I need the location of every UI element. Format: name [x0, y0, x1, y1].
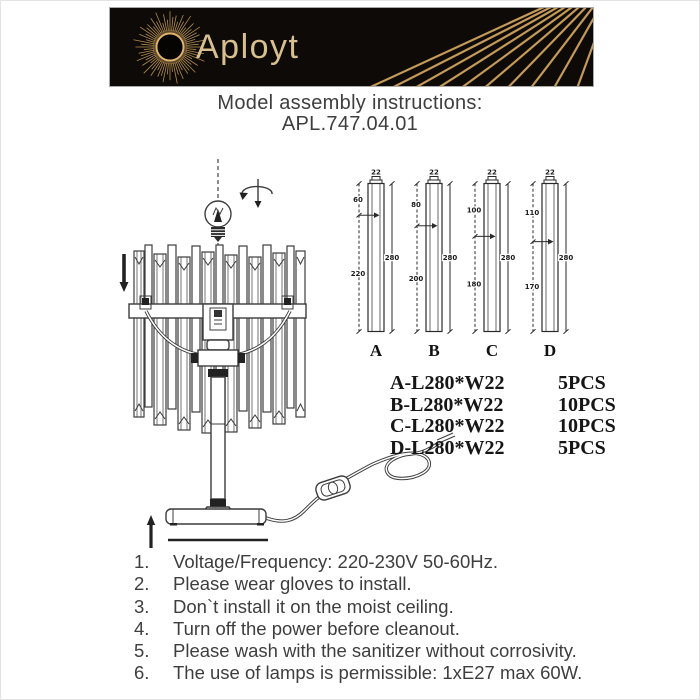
rod-width-label: 22	[487, 168, 497, 177]
part-letter-label: A	[369, 341, 383, 360]
model-number: APL.747.04.01	[281, 113, 419, 135]
instruction-number: 6.	[134, 662, 150, 684]
instruction-number: 1.	[134, 551, 150, 572]
rod-width-label: 22	[371, 168, 381, 177]
instruction-number: 3.	[134, 595, 150, 617]
down-arrow-icon	[120, 254, 129, 292]
lower-dimension-label: 170	[524, 283, 540, 292]
part-code: D-L280*W22	[390, 436, 505, 459]
instruction-item	[134, 640, 582, 662]
page-title: Model assembly instructions:	[217, 92, 483, 114]
rod-width-label: 22	[545, 168, 555, 177]
instruction-text: Turn off the power before cleanout.	[173, 617, 460, 639]
parts-list-row	[390, 438, 616, 460]
crystal-rod	[239, 246, 247, 411]
instruction-item	[134, 618, 582, 640]
part-diagram-A	[347, 167, 405, 367]
upper-dimension-label: 110	[524, 209, 540, 218]
crystal-rod	[192, 246, 200, 412]
instruction-number: 5.	[134, 640, 150, 662]
crystal-rod	[178, 257, 190, 430]
part-diagram-D	[521, 167, 579, 367]
title-block	[1, 93, 699, 135]
part-qty: 5PCS	[558, 372, 606, 394]
crystal-rod	[249, 257, 261, 428]
lower-dimension-label: 180	[466, 280, 482, 289]
upper-dimension-label: 80	[411, 201, 421, 210]
upper-dimension-label: 60	[353, 195, 363, 204]
parts-list-row	[390, 416, 616, 438]
banner-rays-icon	[303, 8, 593, 86]
brand-banner	[109, 7, 594, 87]
instruction-item	[134, 662, 582, 684]
lamp-base	[166, 509, 266, 526]
parts-list-row	[390, 395, 616, 417]
part-diagram-C	[463, 167, 521, 367]
part-letter-label: D	[543, 341, 557, 360]
instruction-item	[134, 596, 582, 618]
instruction-item	[134, 573, 582, 595]
part-qty: 5PCS	[558, 436, 606, 459]
crystal-rod	[273, 253, 285, 424]
part-code: B-L280*W22	[390, 393, 504, 416]
part-qty: 10PCS	[558, 393, 616, 416]
instruction-item	[134, 551, 582, 573]
up-arrow-icon	[147, 515, 155, 548]
part-code: C-L280*W22	[390, 415, 505, 437]
instruction-number: 4.	[134, 617, 150, 639]
part-dimension-diagrams	[347, 167, 579, 367]
part-qty: 10PCS	[558, 415, 616, 437]
rod-width-label: 22	[429, 168, 439, 177]
crystal-rod	[145, 245, 152, 407]
total-length-label: 280	[442, 254, 458, 262]
bulb-icon	[205, 201, 231, 242]
crystal-rod	[154, 254, 166, 425]
lower-dimension-label: 200	[408, 275, 424, 284]
crystal-rod	[134, 251, 144, 417]
crystal-rod	[296, 251, 305, 417]
inline-switch	[314, 474, 352, 502]
total-length-label: 280	[558, 254, 574, 262]
upper-dimension-label: 100	[466, 206, 482, 215]
parts-list-row	[390, 373, 616, 395]
total-length-label: 280	[500, 254, 516, 262]
lower-dimension-label: 220	[350, 269, 366, 278]
part-code: A-L280*W22	[390, 372, 505, 394]
part-letter-label: B	[428, 341, 440, 360]
brand-name: Aployt	[196, 28, 300, 66]
crystal-rod	[168, 245, 176, 409]
total-length-label: 280	[384, 254, 400, 262]
instructions-list	[134, 551, 582, 685]
parts-list	[390, 373, 616, 459]
instruction-text: Please wear gloves to install.	[173, 573, 412, 595]
instruction-text: Please wash with the sanitizer without corrosivity.	[173, 640, 577, 662]
instruction-number: 2.	[134, 573, 150, 595]
part-letter-label: C	[485, 341, 499, 360]
instruction-text: Don`t install it on the moist ceiling.	[173, 595, 454, 617]
instruction-text: Voltage/Frequency: 220-230V 50-60Hz.	[173, 551, 498, 572]
rotation-arrow-icon	[240, 179, 273, 208]
instruction-text: The use of lamps is permissible: 1xE27 max 60W.	[173, 662, 583, 684]
crystal-rod	[263, 245, 271, 412]
crystal-rod	[287, 246, 294, 408]
part-diagram-B	[405, 167, 463, 367]
